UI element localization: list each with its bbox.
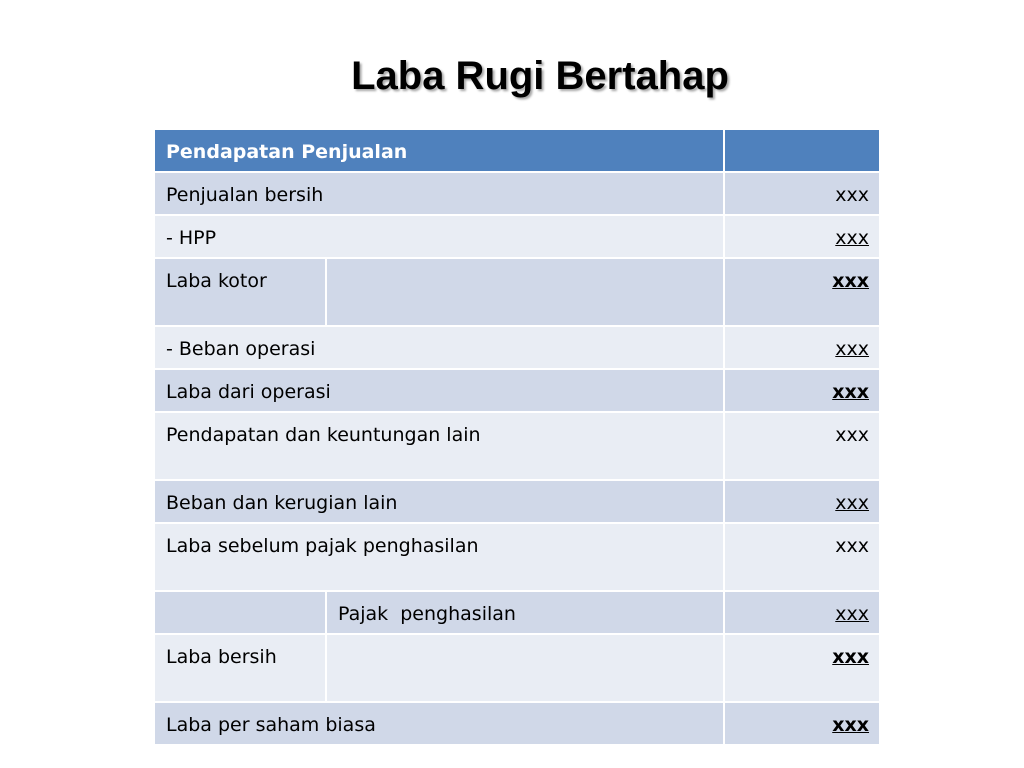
row-amount: xxx	[835, 338, 870, 360]
row-amount: xxx	[724, 412, 880, 480]
income-statement-table	[153, 128, 881, 746]
row-amount: xxx	[724, 172, 880, 215]
row-label: Penjualan bersih	[154, 172, 724, 215]
table-row	[154, 326, 880, 369]
slide-title: Laba Rugi Bertahap	[351, 54, 729, 98]
table-row	[154, 215, 880, 258]
table-row	[154, 172, 880, 215]
table-row	[154, 634, 880, 702]
row-amount: xxx	[832, 714, 870, 736]
row-label: Pendapatan dan keuntungan lain	[154, 412, 724, 480]
table-row	[154, 369, 880, 412]
empty-cell	[326, 258, 724, 326]
row-label: - HPP	[154, 215, 724, 258]
table-row	[154, 523, 880, 591]
row-amount-cell	[724, 634, 880, 702]
row-amount: xxx	[832, 381, 870, 403]
row-amount: xxx	[724, 523, 880, 591]
empty-cell	[154, 591, 326, 634]
row-label: Laba per saham biasa	[154, 702, 724, 745]
row-amount-cell	[724, 702, 880, 745]
empty-cell	[326, 634, 724, 702]
table-row	[154, 591, 880, 634]
row-amount-cell	[724, 591, 880, 634]
row-amount-cell	[724, 326, 880, 369]
row-amount: xxx	[835, 603, 870, 625]
row-amount: xxx	[832, 646, 870, 668]
table-row	[154, 702, 880, 745]
row-amount-cell	[724, 258, 880, 326]
table-header-row	[154, 129, 880, 172]
row-label: Laba kotor	[154, 258, 326, 326]
table-row	[154, 258, 880, 326]
row-label: Pajak penghasilan	[326, 591, 724, 634]
row-amount: xxx	[832, 270, 870, 292]
table-row	[154, 480, 880, 523]
row-label: Laba bersih	[154, 634, 326, 702]
row-amount: xxx	[835, 227, 870, 249]
header-label: Pendapatan Penjualan	[154, 129, 724, 172]
row-label: Laba dari operasi	[154, 369, 724, 412]
row-amount-cell	[724, 369, 880, 412]
row-amount-cell	[724, 215, 880, 258]
row-amount: xxx	[835, 492, 870, 514]
header-amount	[724, 129, 880, 172]
row-label: Beban dan kerugian lain	[154, 480, 724, 523]
row-amount-cell	[724, 480, 880, 523]
row-label: Laba sebelum pajak penghasilan	[154, 523, 724, 591]
row-label: - Beban operasi	[154, 326, 724, 369]
table-row	[154, 412, 880, 480]
